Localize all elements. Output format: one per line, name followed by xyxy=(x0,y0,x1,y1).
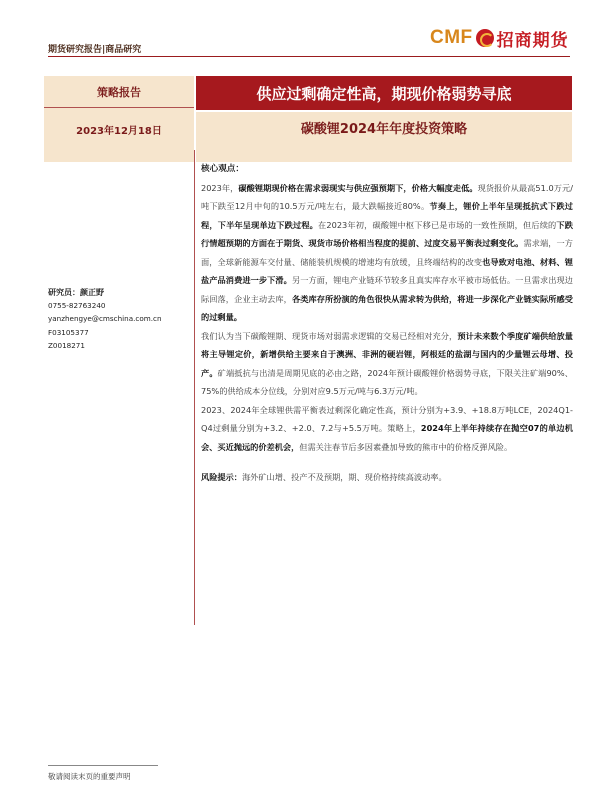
p1-year: 2023年， xyxy=(201,182,239,193)
logo-emblem-icon xyxy=(476,29,494,47)
report-type: 策略报告 xyxy=(97,85,141,99)
p1-text-1: 现货报价从最高51.0万元/吨下跌至12月中旬的10.5万元/吨左右，最大跌幅接近80%。 xyxy=(201,182,573,211)
p1-highlight-2: 节奏上，锂价上半年呈现抵抗式下跌过程，下半年呈现单边下跌过程。 xyxy=(201,201,573,230)
top-divider xyxy=(48,56,570,57)
footer-divider xyxy=(48,765,158,766)
risk-warning xyxy=(201,468,573,487)
footer-disclaimer: 敬请阅读末页的重要声明 xyxy=(48,772,131,781)
report-category: 期货研究报告|商品研究 xyxy=(48,45,142,55)
analyst-email: yanzhengye@cmschina.com.cn xyxy=(48,314,162,324)
paragraph-supply-outlook xyxy=(201,327,573,401)
p2-text-2: 矿端抵抗与出清是周期见底的必由之路，2024年预计碳酸锂价格弱势寻底，下限关注矿端90%、75%的供给成本分位线，分别对应9.5万元/吨与6.3万元/吨。 xyxy=(201,367,573,396)
p1-highlight-4: 也导致对电池、材料、锂盐产品消费进一步下滑。 xyxy=(201,256,573,285)
analyst-info xyxy=(48,286,193,352)
sidebar-divider xyxy=(44,107,194,108)
p1-highlight-5: 各类库存所扮演的角色很快从需求转为供给，将进一步深化产业链实际所感受的过剩量。 xyxy=(201,293,573,322)
column-divider xyxy=(194,150,195,625)
paragraph-market-review xyxy=(201,179,573,327)
company-logo xyxy=(430,26,569,50)
main-content xyxy=(201,160,573,487)
logo-cn-text: 招商期货 xyxy=(496,30,569,51)
p1-text-2: 在2023年初，碳酸锂中枢下移已是市场的一致性预期，但后续的 xyxy=(318,219,557,230)
p1-highlight-1: 碳酸锂期现价格在需求弱现实与供应强预期下，价格大幅度走低。 xyxy=(238,182,478,193)
p3-text-2: 但需关注春节后多因素叠加导致的熊市中的价格反弹风险。 xyxy=(299,441,513,452)
report-date: 2023年12月18日 xyxy=(76,125,162,137)
p1-highlight-3: 下跌行情超预期的方面在于期货、现货市场价格相当程度的提前、过度交易平衡表过剩变化。 xyxy=(201,219,573,248)
logo-cmf-text: CMF xyxy=(430,27,473,48)
headline: 供应过剩确定性高，期现价格弱势寻底 xyxy=(196,76,572,110)
p2-text-1: 我们认为当下碳酸锂期、现货市场对弱需求逻辑的交易已经相对充分， xyxy=(201,330,458,341)
risk-text: 海外矿山增、投产不及预期，期、现价格持续高波动率。 xyxy=(241,472,447,482)
analyst-cert-z: Z0018271 xyxy=(48,340,85,350)
core-view-label: 核心观点： xyxy=(201,164,244,174)
p2-highlight-1: 预计未来数个季度矿端供给放量将主导锂定价，新增供给主要来自于澳洲、非洲的硬岩锂，阿根廷的盐湖与国内的少量锂云母增、投产。 xyxy=(201,330,573,378)
p1-text-3: 需求端，一方面，全球新能源车交付量、储能装机规模的增速均有放缓，且终端结构的改变 xyxy=(201,238,573,267)
risk-label: 风险提示： xyxy=(201,472,242,482)
p1-text-4: 另一方面，锂电产业链环节较多且真实库存水平被市场低估。一旦需求出现边际回落，企业主动去库， xyxy=(201,275,573,304)
p3-text-1: 2023、2024年全球锂供需平衡表过剩深化确定性高，预计分别为+3.9、+18.8万吨LCE，2024Q1-Q4过剩量分别为+3.2、+2.0、7.2与+5.5万吨。策略上， xyxy=(201,404,573,433)
analyst-name: 研究员：颜正野 xyxy=(48,288,104,297)
analyst-cert-f: F03105377 xyxy=(48,327,89,337)
subtitle: 碳酸锂2024年年度投资策略 xyxy=(300,122,468,137)
p3-highlight-1: 2024年上半年持续存在抛空07的单边机会、买近抛远的价差机会， xyxy=(201,423,573,452)
analyst-phone: 0755-82763240 xyxy=(48,301,106,311)
paragraph-strategy xyxy=(201,401,573,457)
